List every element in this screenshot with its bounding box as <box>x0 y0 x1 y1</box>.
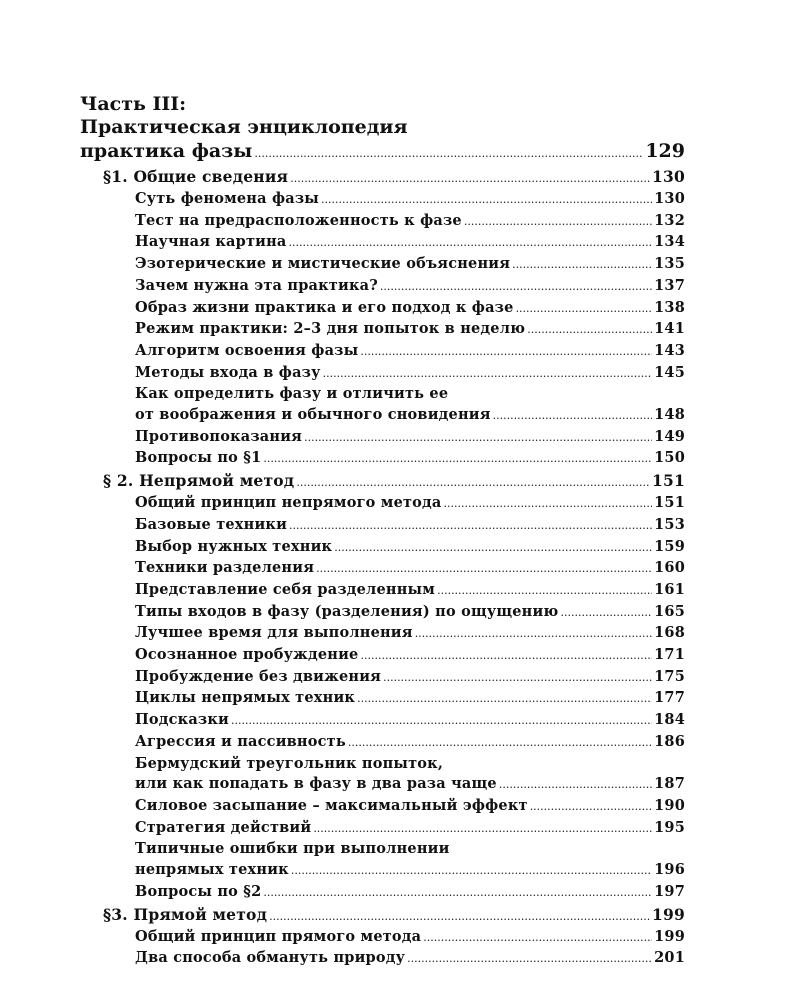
toc-section-entry <box>80 166 685 189</box>
toc-entry <box>80 515 685 537</box>
toc-page-number: 135 <box>654 255 685 273</box>
dot-leader <box>516 299 653 320</box>
toc-entry <box>80 537 685 559</box>
dot-leader <box>289 516 652 537</box>
toc-page-number: 190 <box>654 796 685 814</box>
toc-page-number: 184 <box>654 711 685 729</box>
part-heading-line-1: Часть III: <box>80 93 187 115</box>
toc-entry <box>80 623 685 645</box>
toc-page-number: 150 <box>654 449 685 467</box>
toc-page-number: 159 <box>654 537 685 555</box>
toc-entry-title: Алгоритм освоения фазы <box>135 341 359 359</box>
toc-page-number: 187 <box>654 775 685 793</box>
toc-entry <box>80 882 685 904</box>
toc-entry <box>80 211 685 233</box>
toc-page-number: 151 <box>652 471 685 491</box>
toc-entry <box>80 276 685 298</box>
toc-entry-title: или как попадать в фазу в два раза чаще <box>135 775 497 793</box>
toc-entry-title: Два способа обмануть природу <box>135 949 406 967</box>
toc-page-number: 145 <box>654 363 685 381</box>
toc-page-number: 151 <box>654 494 685 512</box>
toc-page-number: 132 <box>654 211 685 229</box>
toc-entry-title: §1. Общие сведения <box>103 167 289 186</box>
dot-leader <box>415 624 652 645</box>
toc-entry-title: Общий принцип непрямого метода <box>135 494 442 512</box>
toc-entry <box>80 774 685 796</box>
toc-entry-title: § 2. Непрямой метод <box>103 471 295 491</box>
toc-page-number: 175 <box>654 667 685 685</box>
dot-leader <box>290 168 650 189</box>
dot-leader <box>231 711 652 732</box>
toc-entry-line: Бермудский треугольник попыток, <box>135 754 444 772</box>
dot-leader <box>380 277 652 298</box>
toc-entry-title: §3. Прямой метод <box>103 904 268 924</box>
toc-page-number: 141 <box>654 320 685 338</box>
dot-leader <box>437 581 652 602</box>
toc-page-number: 153 <box>654 515 685 533</box>
toc-page-number: 171 <box>654 646 685 664</box>
dot-leader <box>527 320 652 341</box>
toc-entry <box>80 645 685 667</box>
toc-page-number: 143 <box>654 341 685 359</box>
toc-entry <box>80 667 685 689</box>
toc-page-number: 201 <box>654 949 685 967</box>
toc-entry-title: Тест на предрасположенность к фазе <box>135 211 462 229</box>
table-of-contents <box>80 93 685 970</box>
toc-entry-title: Методы входа в фазу <box>135 363 321 381</box>
toc-entry <box>80 602 685 624</box>
toc-entry <box>80 948 685 970</box>
toc-entry <box>80 189 685 211</box>
toc-page-number: 197 <box>654 882 685 900</box>
dot-leader <box>360 342 652 363</box>
toc-entry <box>80 796 685 818</box>
toc-entry <box>80 580 685 602</box>
dot-leader <box>348 733 652 754</box>
toc-entry-title: Циклы непрямых техник <box>135 689 356 707</box>
toc-entry-title: Образ жизни практика и его подход к фазе <box>135 298 514 316</box>
toc-page-number: 195 <box>654 818 685 836</box>
part-heading-line-3: практика фазы <box>80 140 253 162</box>
toc-page-number: 148 <box>654 406 685 424</box>
toc-page-number: 165 <box>654 602 685 620</box>
toc-entry <box>80 232 685 254</box>
toc-page-number: 149 <box>654 427 685 445</box>
dot-leader <box>334 538 652 559</box>
toc-entry-title: Выбор нужных техник <box>135 537 333 555</box>
toc-entry <box>80 298 685 320</box>
toc-entry-title: Стратегия действий <box>135 818 312 836</box>
dot-leader <box>323 364 653 385</box>
dot-leader <box>316 559 652 580</box>
toc-entry <box>80 710 685 732</box>
dot-leader <box>269 906 650 927</box>
toc-entry-title: Силовое засыпание – максимальный эффект <box>135 796 528 814</box>
toc-entry-title: Подсказки <box>135 711 230 729</box>
toc-entry-title: Представление себя разделенным <box>135 580 436 598</box>
toc-page-number: 134 <box>654 233 685 251</box>
toc-entry-title: Вопросы по §2 <box>135 882 262 900</box>
dot-leader <box>499 775 652 796</box>
toc-entry <box>80 341 685 363</box>
toc-entry-title: Техники разделения <box>135 559 315 577</box>
toc-entry <box>80 448 685 470</box>
toc-entry-line: Типичные ошибки при выполнении <box>135 840 450 858</box>
toc-entry <box>80 493 685 515</box>
toc-entry <box>80 927 685 949</box>
dot-leader <box>464 212 652 233</box>
dot-leader <box>512 255 652 276</box>
dot-leader <box>423 928 652 949</box>
toc-entry <box>80 363 685 385</box>
dot-leader <box>493 406 653 427</box>
toc-entry <box>80 732 685 754</box>
toc-entry-title: Пробуждение без движения <box>135 667 382 685</box>
toc-page-number: 199 <box>654 927 685 945</box>
dot-leader <box>263 883 652 904</box>
toc-entry-title: Суть феномена фазы <box>135 190 320 207</box>
dot-leader <box>383 668 652 689</box>
toc-entry <box>80 405 685 427</box>
part-entry <box>80 139 685 166</box>
toc-page-number: 138 <box>654 298 685 316</box>
toc-page-number: 168 <box>654 624 685 642</box>
dot-leader <box>313 819 652 840</box>
toc-entry <box>80 254 685 276</box>
dot-leader <box>530 797 652 818</box>
part-heading-line-2: Практическая энциклопедия <box>80 116 408 138</box>
toc-entry-title: Противопоказания <box>135 427 303 445</box>
dot-leader <box>291 861 652 882</box>
dot-leader <box>357 689 652 710</box>
toc-entry-title: Типы входов в фазу (разделения) по ощущению <box>135 602 559 620</box>
toc-page-number: 196 <box>654 861 685 879</box>
toc-entries <box>80 166 685 970</box>
toc-entry <box>80 558 685 580</box>
toc-entry-title: Осознанное пробуждение <box>135 646 359 664</box>
toc-section-entry <box>80 470 685 493</box>
toc-page-number: 186 <box>654 732 685 750</box>
dot-leader <box>407 949 652 970</box>
toc-entry-title: Режим практики: 2–3 дня попыток в неделю <box>135 320 526 338</box>
toc-entry <box>80 319 685 341</box>
toc-entry-title: непрямых техник <box>135 861 289 879</box>
dot-leader <box>263 449 652 470</box>
dot-leader <box>254 142 643 166</box>
toc-entry-title: Общий принцип прямого метода <box>135 927 422 945</box>
dot-leader <box>304 428 652 449</box>
toc-entry-line: Как определить фазу и отличить ее <box>135 385 449 403</box>
toc-entry-title: Лучшее время для выполнения <box>135 624 413 642</box>
toc-page-number: 160 <box>654 559 685 577</box>
toc-entry <box>80 427 685 449</box>
toc-page-number: 130 <box>654 190 685 207</box>
toc-section-entry <box>80 904 685 927</box>
toc-entry-title: Эзотерические и мистические объяснения <box>135 255 511 273</box>
dot-leader <box>321 190 652 211</box>
dot-leader <box>560 603 652 624</box>
toc-entry <box>80 860 685 882</box>
toc-entry <box>80 818 685 840</box>
toc-page-number: 137 <box>654 276 685 294</box>
toc-page-number: 199 <box>652 904 685 924</box>
dot-leader <box>296 472 650 493</box>
toc-entry-title: Базовые техники <box>135 515 288 533</box>
dot-leader <box>360 646 652 667</box>
toc-page-number: 161 <box>654 580 685 598</box>
part-page-number: 129 <box>645 140 685 162</box>
dot-leader <box>289 233 653 254</box>
toc-entry-title: от воображения и обычного сновидения <box>135 406 491 424</box>
toc-entry-title: Вопросы по §1 <box>135 449 262 467</box>
toc-entry-title: Агрессия и пассивность <box>135 732 346 750</box>
toc-entry-title: Зачем нужна эта практика? <box>135 276 378 294</box>
toc-entry-title: Научная картина <box>135 233 287 251</box>
toc-page-number: 130 <box>652 167 685 186</box>
dot-leader <box>444 494 653 515</box>
toc-page-number: 177 <box>654 689 685 707</box>
toc-entry <box>80 688 685 710</box>
